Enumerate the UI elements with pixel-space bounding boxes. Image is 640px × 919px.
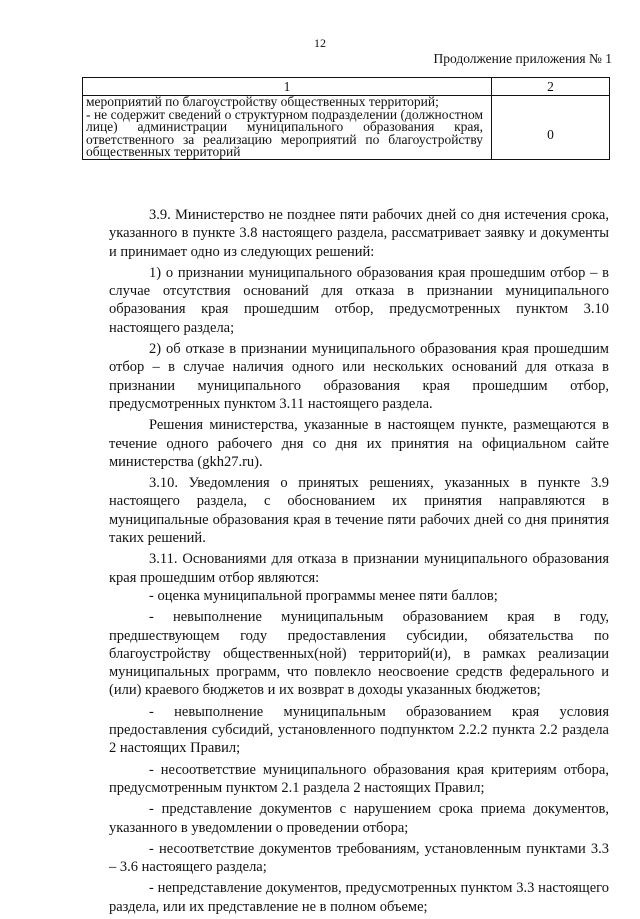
column-2-header: 2 (492, 78, 610, 96)
paragraph-decision-1: 1) о признании муниципального образования края прошедшим отбор – в случае отсутствия оснований для отказа в признании муниципального образования края прошедшим отбор, предусмотренных пунктом 3.10 настоящего раздела; (109, 264, 609, 336)
list-item: - несоответствие документов требованиям, установленным пунктами 3.3 – 3.6 настоящего раздела; (109, 840, 609, 876)
criterion-score (492, 96, 610, 109)
criterion-score: 0 (547, 126, 554, 142)
criterion-score-cell (492, 109, 610, 160)
table-header-row (83, 78, 610, 96)
paragraph-3-10: 3.10. Уведомления о принятых решениях, указанных в пункте 3.9 настоящего раздела, с обоснованием их принятия направляются в муниципальные образования края в течение пяти рабочих дней со дня принятия таких решений. (109, 475, 609, 547)
list-item: - несоответствие муниципального образования края критериям отбора, предусмотренным пунктом 2.1 раздела 2 настоящих Правил; (109, 761, 609, 796)
list-item: - оценка муниципальной программы менее пяти баллов; (149, 587, 498, 604)
continuation-label: Продолжение приложения № 1 (433, 51, 612, 66)
criterion-text: мероприятий по благоустройству общественных территорий; (83, 96, 492, 109)
page-number: 12 (314, 36, 326, 50)
list-item: - невыполнение муниципальным образованием края условия предоставления субсидий, установленного подпунктом 2.2.2 пункта 2.2 раздела 2 настоящих Правил; (109, 703, 609, 757)
paragraph-3-9: 3.9. Министерство не позднее пяти рабочих дней со дня истечения срока, указанного в пункте 3.8 настоящего раздела, рассматривает заявку и документы и принимает одно из следующих решений: (109, 207, 609, 260)
annex-table (82, 77, 610, 160)
criterion-text: - не содержит сведений о структурном подразделении (должностном лице) администрации муниципального образования края, ответственного за реализацию мероприятий по благоустройству общественных территорий (83, 109, 492, 160)
list-item: - невыполнение муниципальным образованием края в году, предшествующем году предоставления субсидии, обязательства по благоустройству общественных(ной) территорий(и), в рамках реализации муниципальных программ, что повлекло неосвоение средств федерального и (или) краевого бюджетов и их возврат в доходы указанных бюджетов; (109, 609, 609, 699)
list-item: - непредставление документов, предусмотренных пунктом 3.3 настоящего раздела, или их представление не в полном объеме; (109, 880, 609, 915)
list-item: - представление документов с нарушением срока приема документов, указанного в уведомлении о проведении отбора; (109, 801, 609, 836)
table-row (83, 109, 610, 160)
paragraph-publication: Решения министерства, указанные в настоящем пункте, размещаются в течение одного рабочего дня со дня их принятия на официальном сайте министерства (gkh27.ru). (109, 417, 609, 470)
column-1-header: 1 (83, 78, 492, 96)
document-body (109, 206, 609, 919)
paragraph-3-11: 3.11. Основаниями для отказа в признании муниципального образования края прошедшим отбор являются: (109, 551, 609, 586)
paragraph-decision-2: 2) об отказе в признании муниципального образования края прошедшим отбор – в случае наличия одного или нескольких оснований для отказа в признании муниципального образования края прошедшим отбор, предусмотренных пунктом 3.11 настоящего раздела. (109, 341, 609, 412)
